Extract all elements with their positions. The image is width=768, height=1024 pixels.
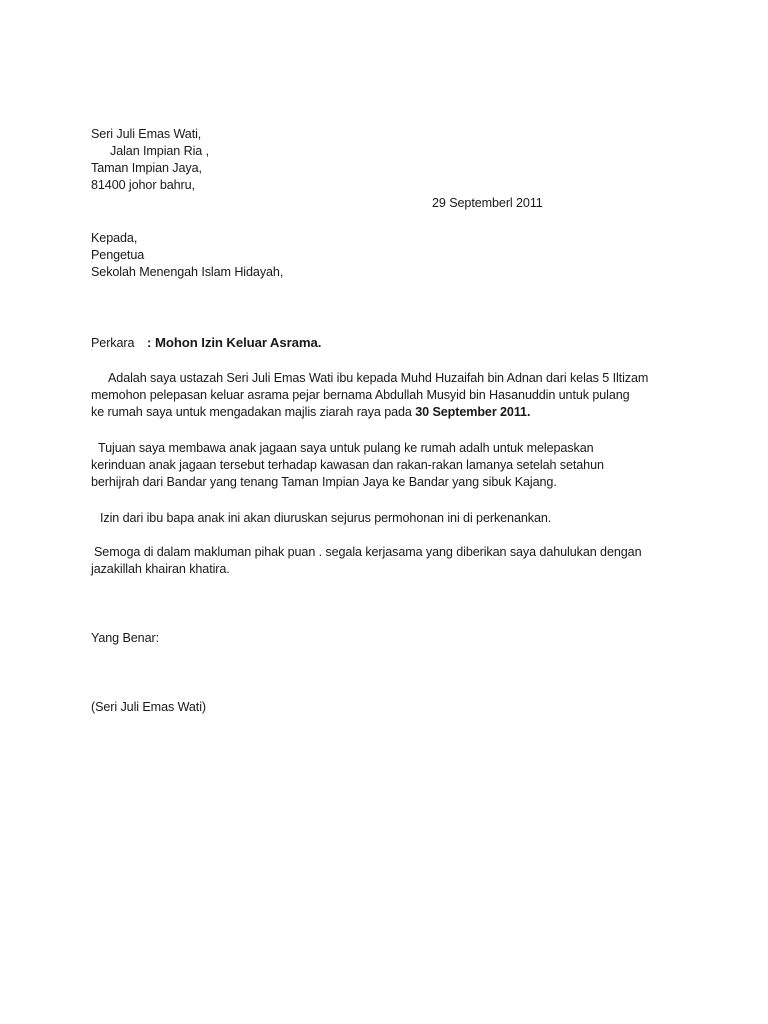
body-p4-line2: jazakillah khairan khatira.: [91, 562, 230, 576]
letter-date: 29 Septemberl 2011: [432, 196, 543, 210]
closing-valediction: Yang Benar:: [91, 631, 159, 645]
subject-label: Perkara: [91, 336, 135, 350]
body-p1-line2: memohon pelepasan keluar asrama pejar bernama Abdullah Musyid bin Hasanuddin untuk pulang: [91, 388, 630, 402]
body-p1-line3-date: 30 September 2011.: [415, 405, 531, 419]
subject-separator: :: [147, 335, 152, 350]
signature-name: (Seri Juli Emas Wati): [91, 700, 206, 714]
subject-title: Mohon Izin Keluar Asrama.: [155, 335, 322, 350]
sender-postcode-city: 81400 johor bahru,: [91, 178, 195, 192]
recipient-salutation: Kepada,: [91, 231, 138, 245]
body-p2-line1: Tujuan saya membawa anak jagaan saya untuk pulang ke rumah adalh untuk melepaskan: [98, 441, 594, 455]
sender-name: Seri Juli Emas Wati,: [91, 127, 202, 141]
body-p2-line2: kerinduan anak jagaan tersebut terhadap kawasan dan rakan-rakan lamanya setelah setahun: [91, 458, 604, 472]
recipient-title: Pengetua: [91, 248, 145, 262]
sender-area: Taman Impian Jaya,: [91, 161, 202, 175]
body-p1-line1: Adalah saya ustazah Seri Juli Emas Wati ibu kepada Muhd Huzaifah bin Adnan dari kelas 5 Iltizam: [108, 371, 649, 385]
body-p3-line1: Izin dari ibu bapa anak ini akan diuruskan sejurus permohonan ini di perkenankan.: [100, 511, 552, 525]
recipient-school: Sekolah Menengah Islam Hidayah,: [91, 265, 284, 279]
body-p1-line3: [91, 404, 530, 421]
body-p4-line1: Semoga di dalam makluman pihak puan . segala kerjasama yang diberikan saya dahulukan dengan: [94, 545, 642, 559]
body-p2-line3: berhijrah dari Bandar yang tenang Taman Impian Jaya ke Bandar yang sibuk Kajang.: [91, 475, 557, 489]
sender-street: Jalan Impian Ria ,: [110, 144, 209, 158]
body-p1-line3-text: ke rumah saya untuk mengadakan majlis ziarah raya pada: [91, 405, 416, 419]
